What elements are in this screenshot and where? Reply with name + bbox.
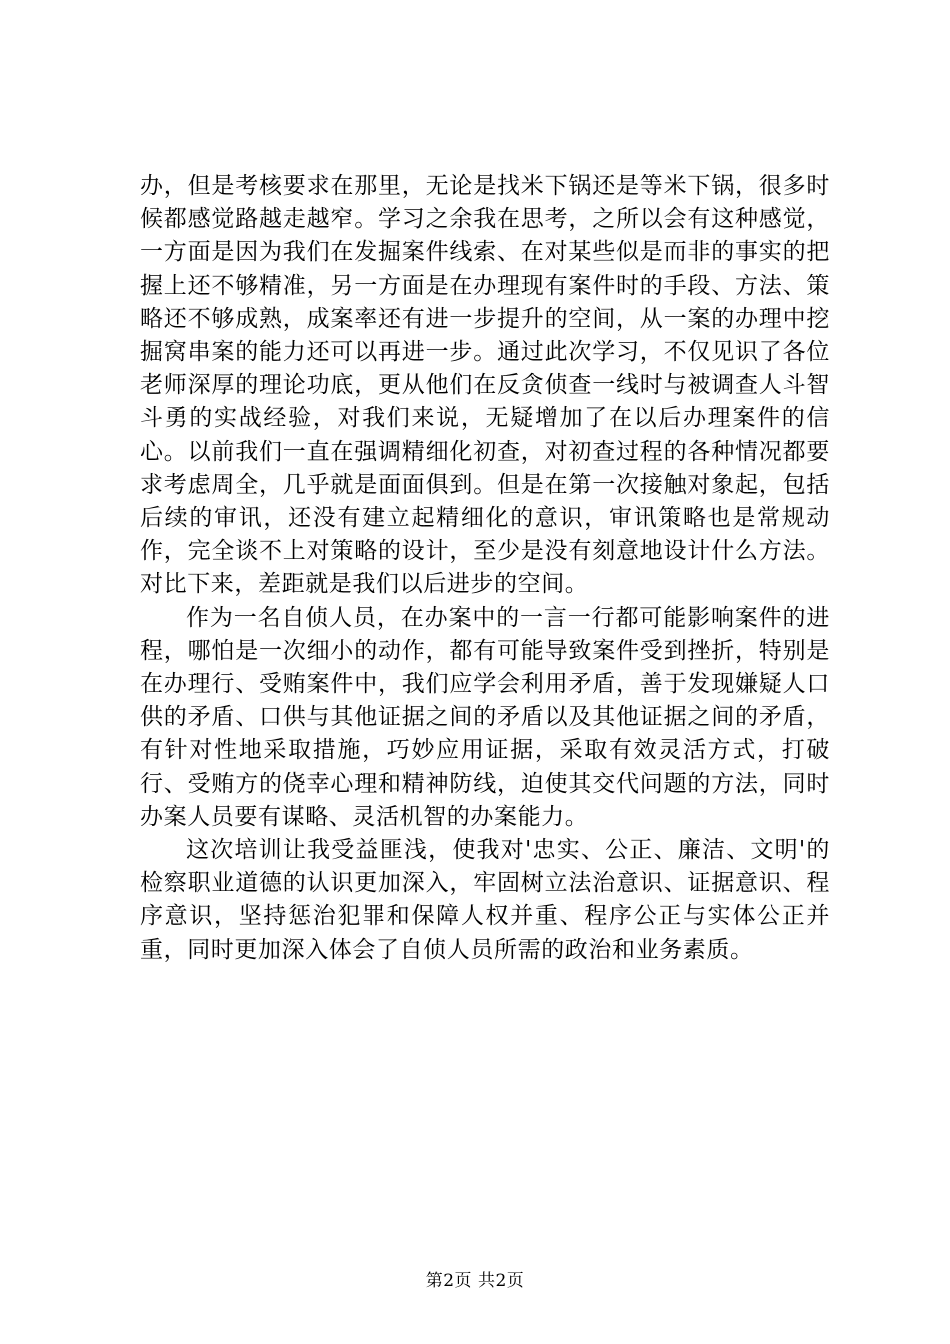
paragraph-1: 办，但是考核要求在那里，无论是找米下锅还是等米下锅，很多时候都感觉路越走越窄。学习之余我在思考，之所以会有这种感觉，一方面是因为我们在发掘案件线索、在对某些似是而非的事实的把握上还不够精准，另一方面是在办理现有案件时的手段、方法、策略还不够成熟，成案率还有进一步提升的空间，从一案的办理中挖掘窝串案的能力还可以再进一步。通过此次学习，不仅见识了各位老师深厚的理论功底，更从他们在反贪侦查一线时与被调查人斗智斗勇的实战经验，对我们来说，无疑增加了在以后办理案件的信心。以前我们一直在强调精细化初查，对初查过程的各种情况都要求考虑周全，几乎就是面面俱到。但是在第一次接触对象起，包括后续的审讯，还没有建立起精细化的意识，审讯策略也是常规动作，完全谈不上对策略的设计，至少是没有刻意地设计什么方法。对比下来，差距就是我们以后进步的空间。	[140, 173, 830, 598]
page-footer	[0, 1270, 950, 1292]
paragraph-3: 这次培训让我受益匪浅，使我对'忠实、公正、廉洁、文明'的检察职业道德的认识更加深入，牢固树立法治意识、证据意识、程序意识，坚持惩治犯罪和保障人权并重、程序公正与实体公正并重，同时更加深入体会了自侦人员所需的政治和业务素质。	[140, 837, 830, 963]
document-body	[140, 170, 830, 967]
paragraph-2: 作为一名自侦人员，在办案中的一言一行都可能影响案件的进程，哪怕是一次细小的动作，都有可能导致案件受到挫折，特别是在办理行、受贿案件中，我们应学会利用矛盾，善于发现嫌疑人口供的矛盾、口供与其他证据之间的矛盾以及其他证据之间的矛盾，有针对性地采取措施，巧妙应用证据，采取有效灵活方式，打破行、受贿方的侥幸心理和精神防线，迫使其交代问题的方法，同时办案人员要有谋略、灵活机智的办案能力。	[140, 604, 830, 830]
page-number-label: 第2页 共2页	[425, 1271, 525, 1291]
